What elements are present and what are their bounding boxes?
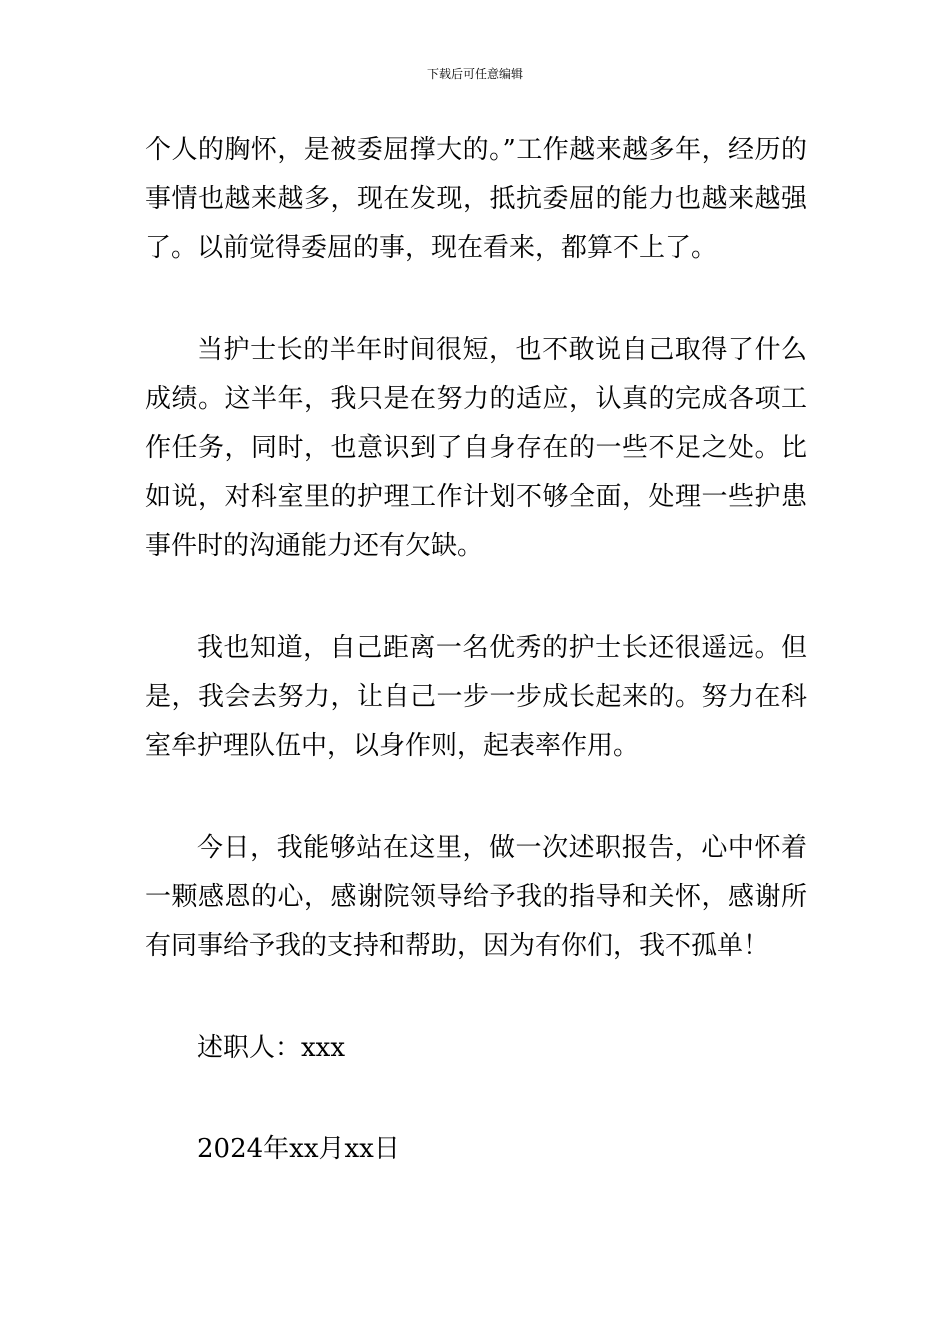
- page-header: 下载后可任意编辑: [426, 67, 523, 81]
- document-body: [145, 126, 807, 1174]
- paragraph-spacer: [145, 1073, 807, 1125]
- paragraph-spacer: [145, 571, 807, 624]
- paragraph-3: 我也知道，自己距离一名优秀的护士长还很遥远。但是，我会去努力，让自己一步一步成长起来的。努力在科室牟护理队伍中，以身作则，起表率作用。: [145, 633, 807, 761]
- paragraph-4: 今日，我能够站在这里，做一次述职报告，心中怀着一颗感恩的心，感谢院领导给予我的指导和关怀，感谢所有同事给予我的支持和帮助，因为有你们，我不孤单！: [145, 833, 807, 961]
- paragraph-1: 个人的胸怀，是被委屈撑大的。”工作越来越多年，经历的事情也越来越多，现在发现，抵抗委屈的能力也越来越强了。以前觉得委屈的事，现在看来，都算不上了。: [145, 135, 807, 263]
- paragraph-2: 当护士长的半年时间很短，也不敢说自己取得了什么成绩。这半年，我只是在努力的适应，认真的完成各项工作任务，同时，也意识到了自身存在的一些不足之处。比如说，对科室里的护理工作计划不够全面，处理一些护患事件时的沟通能力还有欠缺。: [145, 335, 807, 561]
- paragraph-spacer: [145, 771, 807, 824]
- paragraph-spacer: [145, 273, 807, 326]
- paragraph-spacer: [145, 971, 807, 1024]
- signature-reporter: 述职人：xxx: [197, 1033, 345, 1063]
- signature-date: 2024年xx月xx日: [197, 1134, 400, 1164]
